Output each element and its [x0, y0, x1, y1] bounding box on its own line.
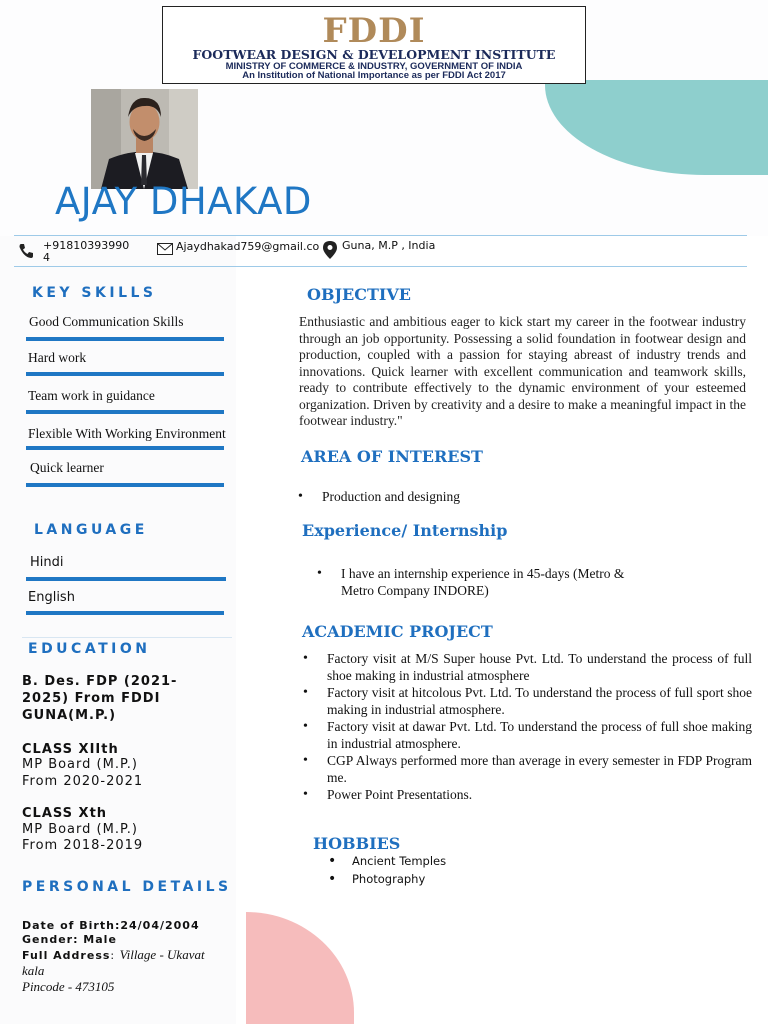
address-value: Village - Ukavat [119, 947, 205, 962]
contact-bottom-divider [14, 266, 747, 267]
full-address [22, 948, 232, 963]
ministry-line: MINISTRY OF COMMERCE & INDUSTRY, GOVERNMENT OF INDIA [225, 61, 523, 72]
area-of-interest-heading: AREA OF INTEREST [301, 447, 483, 466]
contact-top-divider [14, 235, 747, 236]
email-address: Ajaydhakad759@gmail.co [176, 241, 320, 253]
class-12-board: MP Board (M.P.) [22, 757, 138, 772]
objective-text: Enthusiastic and ambitious eager to kick start my career in the footwear industry through an job opportunity. Possessing a solid foundation in footwear design and production, coupled with a passion for staying abreast of industry trends and innovations. Quick learner with excellent communication and teamwork skills, ready to contribute effectively to the dynamic environment of your esteemed organization. Driven by creativity and a desire to make a meaningful impact in the footwear industry." [299, 314, 746, 428]
education-divider [22, 637, 232, 638]
degree-line: GUNA(M.P.) [22, 708, 117, 723]
date-of-birth-text: Date of Birth:24/04/2004 [22, 919, 200, 932]
class-10-title: CLASS Xth [22, 806, 108, 821]
language-item: Hindi [30, 555, 64, 570]
hobbies-list [326, 852, 526, 888]
class-12-years: From 2020-2021 [22, 774, 144, 789]
degree-line: B. Des. FDP (2021- [22, 674, 178, 689]
class-10-board: MP Board (M.P.) [22, 822, 138, 837]
class-12-title: CLASS XIIth [22, 742, 119, 757]
address-value-line2: kala [22, 963, 45, 978]
list-item: • Factory visit at hitcolous Pvt. Ltd. To understand the process of full sport shoe making in industrial atmosphere. [301, 685, 752, 718]
language-divider [26, 611, 224, 615]
objective-heading: OBJECTIVE [307, 285, 411, 304]
email-icon [157, 243, 173, 255]
pincode: Pincode - 473105 [22, 980, 115, 992]
profile-photo [91, 89, 198, 189]
experience-heading: Experience/ Internship [302, 521, 508, 540]
gender-text: Gender: Male [22, 933, 117, 946]
address-separator: : [110, 949, 120, 962]
list-item: • Factory visit at dawar Pvt. Ltd. To understand the process of full shoe making in industrial atmosphere. [301, 719, 752, 752]
personal-details-heading: PERSONAL DETAILS [22, 879, 232, 895]
list-item: • Photography [326, 870, 526, 888]
list-item: • Production and designing [296, 489, 736, 506]
gender [22, 933, 117, 947]
skill-divider [26, 446, 224, 450]
academic-project-list [301, 651, 752, 805]
address-label: Full Address [22, 949, 111, 962]
institute-name: FOOTWEAR DESIGN & DEVELOPMENT INSTITUTE [192, 47, 556, 62]
area-of-interest-list [296, 489, 736, 506]
academic-project-heading: ACADEMIC PROJECT [302, 622, 493, 641]
location-pin-icon [323, 241, 337, 259]
language-heading: LANGUAGE [34, 522, 148, 538]
list-item: • Factory visit at M/S Super house Pvt. Ltd. To understand the process of full shoe making in industrial atmosphere [301, 651, 752, 684]
degree-line: 2025) From FDDI [22, 691, 161, 706]
list-item: • Ancient Temples [326, 852, 526, 870]
key-skills-heading: KEY SKILLS [32, 285, 157, 301]
hobbies-heading: HOBBIES [313, 834, 401, 853]
language-divider [26, 577, 226, 581]
phone-number [43, 240, 129, 264]
skill-divider [26, 372, 224, 376]
phone-number-line1: +91810393990 [43, 239, 130, 252]
location: Guna, M.P , India [342, 239, 436, 252]
list-item: • I have an internship experience in 45-days (Metro & Metro Company INDORE) [315, 566, 655, 599]
list-item: • CGP Always performed more than average in every semester in FDP Program me. [301, 753, 752, 786]
fddi-logo-mark: FDDI [322, 11, 426, 51]
skill-item: Hard work [28, 350, 87, 365]
degree-title [22, 673, 177, 724]
candidate-name: AJAY DHAKAD [55, 180, 312, 223]
institution-status-line: An Institution of National Importance as per FDDI Act 2017 [242, 70, 506, 81]
skill-divider [26, 410, 224, 414]
phone-icon [18, 243, 34, 259]
skill-item: Flexible With Working Environment [28, 426, 226, 441]
skill-item: Team work in guidance [28, 388, 155, 403]
institute-logo-banner [162, 6, 586, 84]
skill-item: Quick learner [30, 460, 104, 475]
list-item: • Power Point Presentations. [301, 787, 752, 804]
date-of-birth [22, 919, 200, 933]
language-item: English [28, 590, 75, 605]
experience-list [315, 566, 655, 599]
phone-number-line2: 4 [43, 251, 50, 264]
skill-divider [26, 483, 224, 487]
class-10-years: From 2018-2019 [22, 838, 144, 853]
education-heading: EDUCATION [28, 641, 151, 657]
skill-divider [26, 337, 224, 341]
skill-item: Good Communication Skills [29, 314, 184, 329]
